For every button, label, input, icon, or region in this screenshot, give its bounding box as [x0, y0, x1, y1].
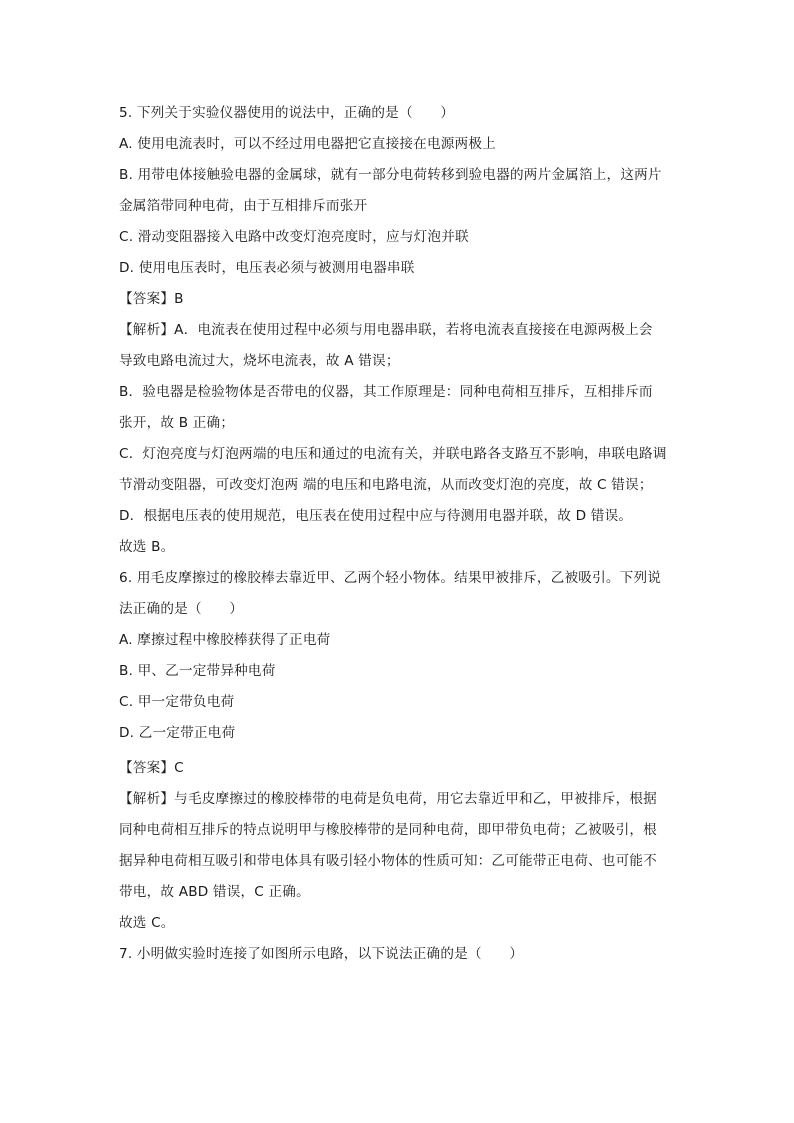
question-6-option-b: B. 甲、乙一定带异种电荷 [119, 663, 276, 679]
question-5-conclusion: 故选 B。 [119, 539, 175, 555]
question-5-option-a: A. 使用电流表时，可以不经过用电器把它直接接在电源两极上 [119, 136, 496, 152]
question-6-analysis-line: 据异种电荷相互吸引和带电体具有吸引轻小物体的性质可知：乙可能带正电荷、也可能不 [119, 853, 657, 869]
question-5-option-b-continued: 金属箔带同种电荷，由于互相排斥而张开 [119, 198, 368, 214]
question-5-option-b: B. 用带电体接触验电器的金属球，就有一部分电荷转移到验电器的两片金属箔上，这两片 [119, 167, 662, 183]
question-6-analysis-line: 带电，故 ABD 错误，C 正确。 [119, 884, 310, 900]
question-5-analysis-line: B．验电器是检验物体是否带电的仪器，其工作原理是：同种电荷相互排斥，互相排斥而 [119, 384, 653, 400]
question-6-conclusion: 故选 C。 [119, 915, 175, 931]
question-5-analysis-line: 【解析】A．电流表在使用过程中必须与用电器串联，若将电流表直接接在电源两极上会 [119, 322, 653, 338]
question-5-analysis-line: 节滑动变阻器，可改变灯泡两 端的电压和电路电流，从而改变灯泡的亮度，故 C 错误； [119, 477, 653, 493]
question-7-stem: 7. 小明做实验时连接了如图所示电路，以下说法正确的是（ ） [119, 946, 524, 962]
question-5-analysis-line: 张开，故 B 正确； [119, 415, 235, 431]
question-6-analysis-line: 同种电荷相互排斥的特点说明甲与橡胶棒带的是同种电荷，即甲带负电荷；乙被吸引，根 [119, 822, 657, 838]
question-5-analysis-line: C．灯泡亮度与灯泡两端的电压和通过的电流有关，并联电路各支路互不影响，串联电路调 [119, 446, 667, 462]
question-5-stem: 5. 下列关于实验仪器使用的说法中，正确的是（ ） [119, 105, 455, 121]
question-6-option-d: D. 乙一定带正电荷 [119, 725, 236, 741]
question-5-answer: 【答案】B [119, 291, 184, 307]
question-5-analysis-line: 导致电路电流过大，烧坏电流表，故 A 错误； [119, 353, 400, 369]
question-5-analysis-line: D．根据电压表的使用规范，电压表在使用过程中应与待测用电器并联，故 D 错误。 [119, 508, 633, 524]
question-5-option-c: C. 滑动变阻器接入电路中改变灯泡亮度时，应与灯泡并联 [119, 229, 469, 245]
question-5-option-d: D. 使用电压表时，电压表必须与被测用电器串联 [119, 260, 415, 276]
question-6-option-a: A. 摩擦过程中橡胶棒获得了正电荷 [119, 632, 331, 648]
question-6-answer: 【答案】C [119, 760, 184, 776]
question-6-analysis-line: 【解析】与毛皮摩擦过的橡胶棒带的电荷是负电荷，用它去靠近甲和乙，甲被排斥，根据 [119, 791, 657, 807]
question-6-stem-continued: 法正确的是（ ） [119, 601, 244, 617]
question-6-option-c: C. 甲一定带负电荷 [119, 694, 235, 710]
question-6-stem: 6. 用毛皮摩擦过的橡胶棒去靠近甲、乙两个轻小物体。结果甲被排斥，乙被吸引。下列说 [119, 570, 662, 586]
